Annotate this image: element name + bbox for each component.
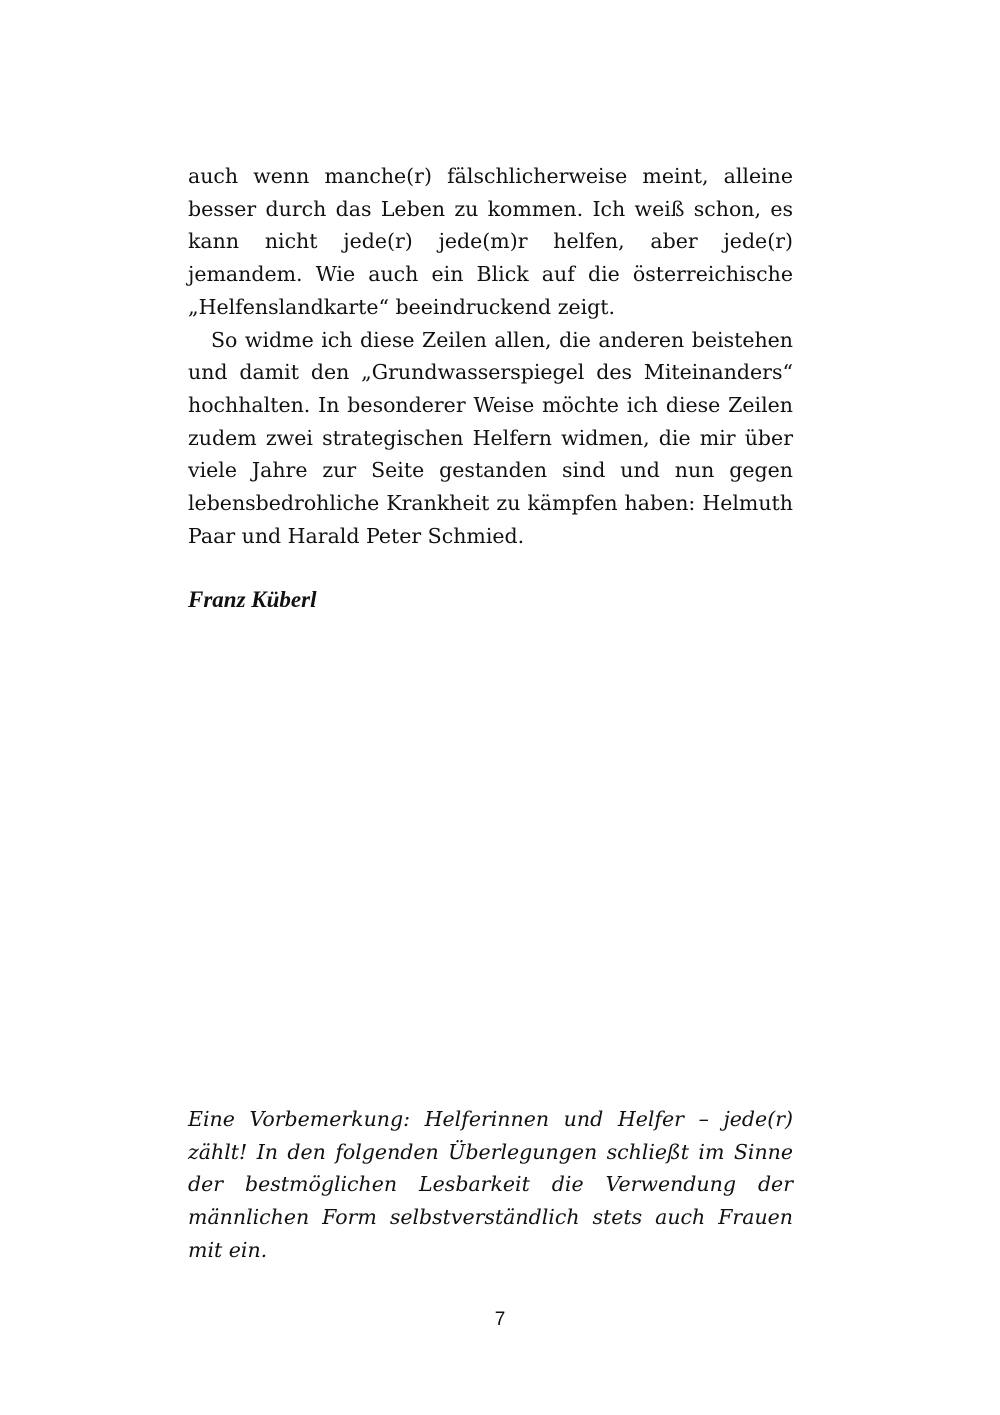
page-number: 7: [494, 1309, 506, 1330]
preliminary-note: [188, 1103, 793, 1267]
body-text: [188, 160, 793, 552]
paragraph-2: So widme ich diese Zeilen allen, die anderen beistehen und damit den „Grundwasserspiegel des Miteinanders“ hochhalten. In besonderer Weise möchte ich diese Zeilen zudem zwei strategischen Helfern widmen, die mir über viele Jahre zur Seite gestanden sind und nun gegen lebensbedrohliche Krankheit zu kämpfen haben: Helmuth Paar und Harald Peter Schmied.: [188, 327, 793, 548]
paragraph-1: auch wenn manche(r) fälschlicherweise meint, alleine besser durch das Leben zu kommen. Ich weiß schon, es kann nicht jede(r) jede(m)r helfen, aber jede(r) jemandem. Wie auch ein Blick auf die österreichische „Helfenslandkarte“ beeindruckend zeigt.: [188, 164, 793, 319]
author-signature: Franz Küberl: [188, 587, 317, 612]
preliminary-note-text: Eine Vorbemerkung: Helferinnen und Helfer – jede(r) zählt! In den folgenden Überlegungen schließt im Sinne der bestmöglichen Lesbarkeit die Verwendung der männlichen Form selbstverständlich stets auch Frauen mit ein.: [188, 1107, 793, 1262]
